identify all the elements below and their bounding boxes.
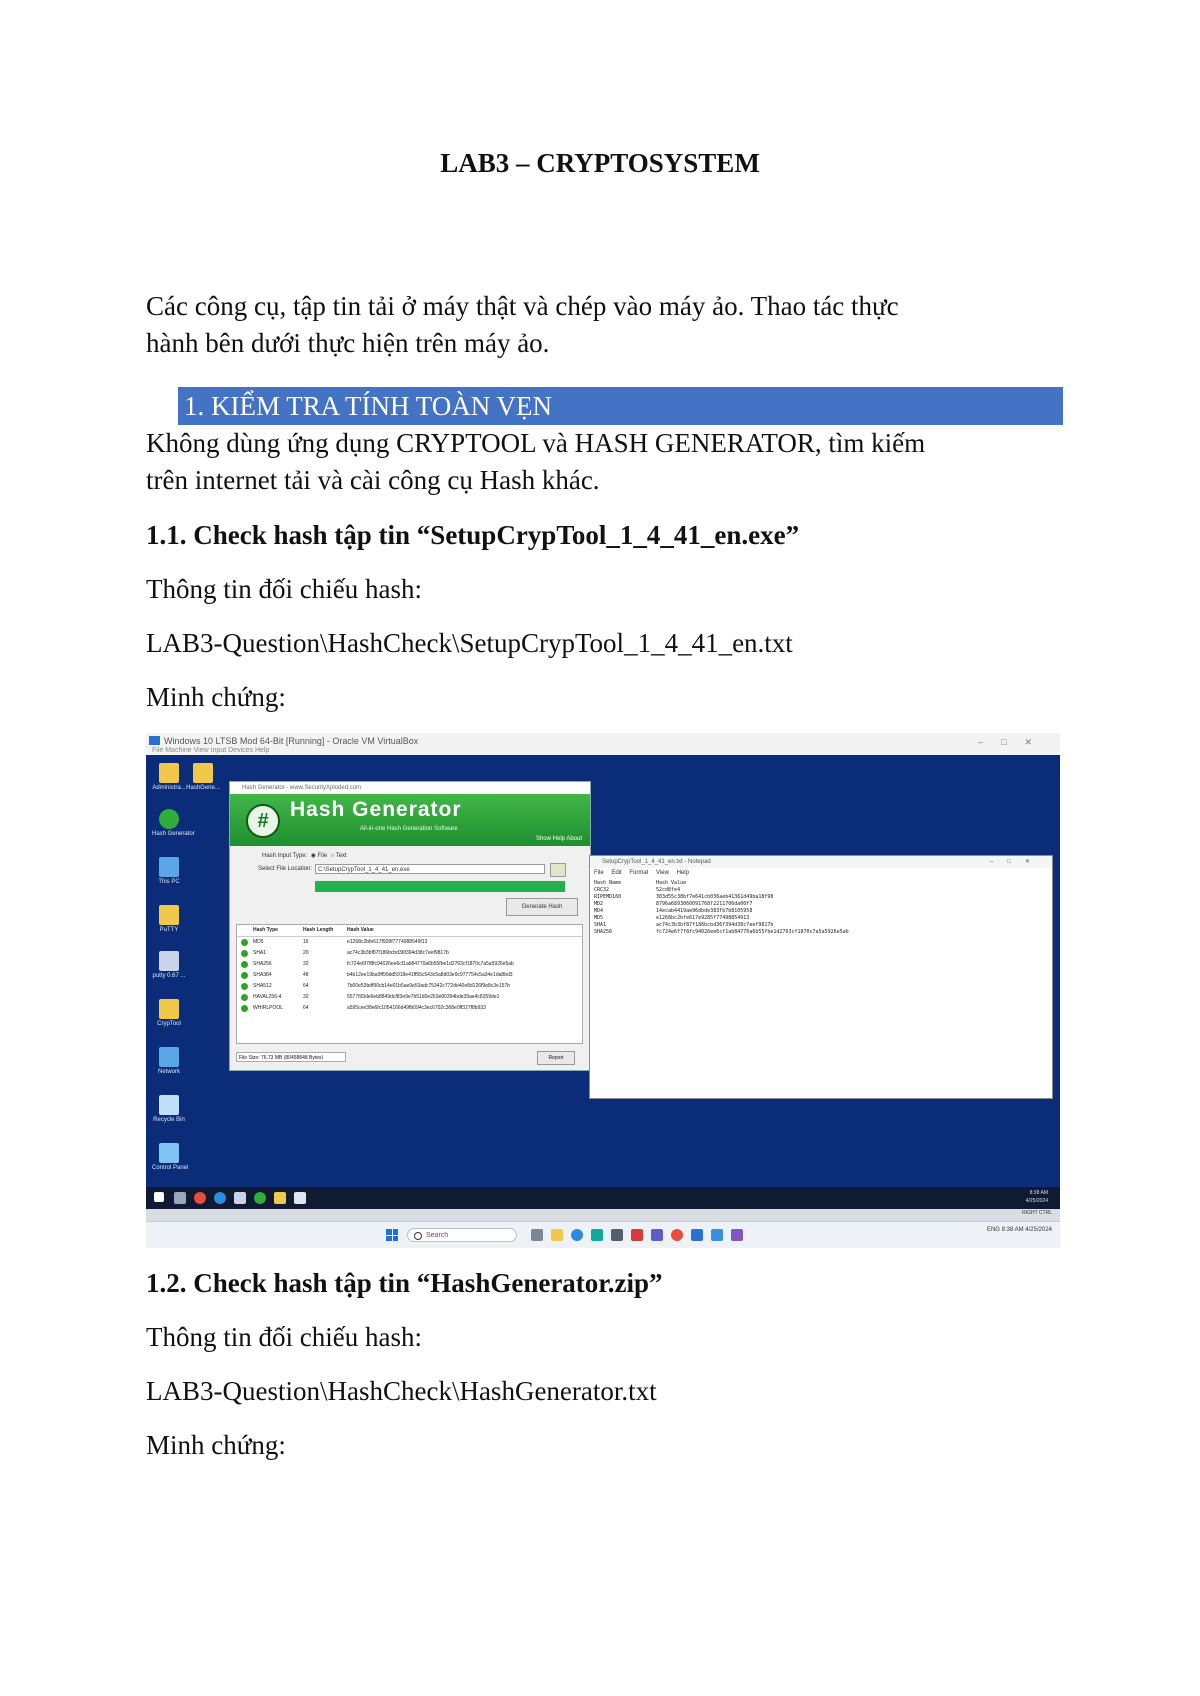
- file-location-label: Select File Location:: [258, 866, 313, 872]
- file-size-field: File Size: 76.73 MB (80458848 Bytes): [236, 1052, 346, 1062]
- section-1-line-1: Không dùng ứng dụng CRYPTOOL và HASH GENERATOR, tìm kiếm: [146, 428, 926, 458]
- check-icon: [241, 950, 248, 957]
- generate-hash-button[interactable]: Generate Hash: [506, 898, 578, 916]
- notepad-line: CRC32 52cd8fe4: [594, 887, 681, 893]
- host-system-tray[interactable]: ENG 8:38 AM 4/25/2024: [986, 1227, 1052, 1233]
- hash-generator-links[interactable]: Show Help About: [535, 836, 582, 842]
- check-icon: [241, 983, 248, 990]
- explorer-icon[interactable]: [274, 1192, 286, 1204]
- hash-generator-titlebar: Hash Generator - www.SecurityXploded.com: [230, 782, 590, 794]
- subsection-1-1-heading: 1.1. Check hash tập tin “SetupCrypTool_1_4_41_en.exe”: [146, 520, 800, 550]
- virtualbox-titlebar: [146, 733, 1060, 755]
- notepad-text[interactable]: [590, 878, 1052, 938]
- app-icon[interactable]: [611, 1229, 623, 1241]
- hash-generator-icon: [159, 809, 179, 829]
- chrome-icon[interactable]: [671, 1229, 683, 1241]
- input-type-row: Hash Input Type: ◉ File ○ Text: [262, 853, 347, 859]
- window-controls[interactable]: –□✕: [978, 737, 1050, 747]
- desktop-icon-putty[interactable]: PuTTY: [152, 905, 186, 933]
- table-header: Hash Type Hash Length Hash Value: [237, 925, 582, 937]
- file-explorer-icon[interactable]: [551, 1229, 563, 1241]
- subsection-1-2-heading: 1.2. Check hash tập tin “HashGenerator.zip”: [146, 1268, 663, 1298]
- desktop-icon-hash-generator[interactable]: Hash Generator: [152, 809, 186, 837]
- browse-folder-button[interactable]: [550, 863, 566, 877]
- host-key-label: RIGHT CTRL: [1022, 1210, 1052, 1216]
- section-1-line-2: trên internet tải và cài công cụ Hash khác.: [146, 465, 600, 495]
- table-row[interactable]: WHIRLPOOL 64 a595cee38e6fc1054166d49fb094c3ec6702c368e0ff327f8b933: [237, 1003, 582, 1014]
- notepad-line: MD4 14ecab4419ae96dbde383fb7b8105958: [594, 908, 753, 914]
- hash-generator-taskbar-icon[interactable]: [254, 1192, 266, 1204]
- folder-icon: [159, 905, 179, 925]
- virtualbox-taskbar-icon[interactable]: [691, 1229, 703, 1241]
- hash-logo-icon: #: [246, 804, 280, 838]
- desktop-icon-network[interactable]: Network: [152, 1047, 186, 1075]
- notepad-line: RIPEMD160 303d55c38bf7e641cb036aeb41361d49ba18f98: [594, 894, 774, 900]
- desktop-icon-recycle-bin[interactable]: Recycle Bin: [152, 1095, 186, 1123]
- vm-taskbar: [146, 1187, 1060, 1209]
- document-title: LAB3 – CRYPTOSYSTEM: [440, 148, 760, 178]
- app-icon[interactable]: [234, 1192, 246, 1204]
- notepad-line: SHA256 fc724e6f7f8fc94026ee6cf1ab84770a6b55fbe1d2763cf1870c7a5a5926e5ab: [594, 929, 849, 935]
- table-row[interactable]: SHA256 32 fc724e6f7f8fc94026ee6cf1ab84770a6b55fbe1d2763cf1870c7a5a5926e5ab: [237, 959, 582, 970]
- desktop-icon-admin[interactable]: Administra...: [152, 763, 186, 791]
- section-1-paragraph: [146, 425, 1066, 499]
- vm-clock[interactable]: 8:38 AM 4/25/2024: [1025, 1190, 1048, 1204]
- virtualbox-title: Windows 10 LTSB Mod 64-Bit [Running] - Oracle VM VirtualBox: [164, 736, 419, 746]
- teams-icon[interactable]: [651, 1229, 663, 1241]
- notepad-menu[interactable]: File Edit Format View Help: [594, 870, 689, 876]
- subsection-1-2-info-path: LAB3-Question\HashCheck\HashGenerator.txt: [146, 1376, 657, 1406]
- host-taskbar: [146, 1221, 1060, 1248]
- hash-generator-tagline: All-in-one Hash Generation Software: [360, 826, 458, 832]
- hash-generator-window[interactable]: [229, 781, 591, 1071]
- recycle-bin-icon: [159, 1095, 179, 1115]
- subsection-1-2-evidence-label: Minh chứng:: [146, 1430, 286, 1460]
- table-row[interactable]: SHA512 64 7b00e53bdf90cb14e01b5ae9e53adc75342c772de40e8d126f9e8c3e157b: [237, 981, 582, 992]
- window-controls[interactable]: –□✕: [990, 859, 1044, 865]
- desktop-icon-hashgen-folder[interactable]: HashGene...: [186, 763, 220, 791]
- hash-results-table: [236, 924, 583, 1044]
- folder-icon: [159, 999, 179, 1019]
- subsection-1-1-info-path: LAB3-Question\HashCheck\SetupCrypTool_1_4_41_en.txt: [146, 628, 793, 658]
- intro-line-1: Các công cụ, tập tin tải ở máy thật và chép vào máy ảo. Thao tác thực: [146, 291, 899, 321]
- app-icon[interactable]: [631, 1229, 643, 1241]
- evidence-screenshot: [146, 733, 1060, 1247]
- notepad-window[interactable]: [589, 855, 1053, 1099]
- hash-generator-footer: [236, 1050, 581, 1064]
- virtualbox-menu[interactable]: File Machine View Input Devices Help: [152, 747, 270, 754]
- computer-icon: [159, 857, 179, 877]
- check-icon: [241, 994, 248, 1001]
- section-1-heading: 1. KIỂM TRA TÍNH TOÀN VẸN: [178, 387, 1063, 425]
- desktop-icon-control-panel[interactable]: Control Panel: [152, 1143, 186, 1171]
- network-icon: [159, 1047, 179, 1067]
- installer-icon: [159, 951, 179, 971]
- search-icon: [414, 1232, 422, 1240]
- intro-paragraph: [146, 288, 1066, 362]
- app-icon[interactable]: [591, 1229, 603, 1241]
- folder-icon: [193, 763, 213, 783]
- notepad-header-line: Hash Name Hash Value: [594, 880, 687, 886]
- edge-icon[interactable]: [571, 1229, 583, 1241]
- app-icon[interactable]: [711, 1229, 723, 1241]
- desktop-icon-cryptool[interactable]: CrypTool: [152, 999, 186, 1027]
- hash-generator-app-name: Hash Generator: [290, 798, 462, 821]
- check-icon: [241, 961, 248, 968]
- control-panel-icon: [159, 1143, 179, 1163]
- report-button[interactable]: Report: [537, 1051, 575, 1065]
- check-icon: [241, 1005, 248, 1012]
- table-row[interactable]: MD5 16 e1268c2bfe617f928f7774988549f13: [237, 937, 582, 948]
- table-row[interactable]: SHA1 20 ac74c3b3bf87f186bcbd36f394d38c7eef9817b: [237, 948, 582, 959]
- check-icon: [241, 939, 248, 946]
- subsection-1-2-info-label: Thông tin đối chiếu hash:: [146, 1322, 422, 1352]
- intro-line-2: hành bên dưới thực hiện trên máy ảo.: [146, 328, 550, 358]
- notepad-line: MD5 e1268bc2bfe617e9285f77498854913: [594, 915, 750, 921]
- hash-generator-form: [230, 846, 590, 910]
- task-view-icon[interactable]: [174, 1192, 186, 1204]
- progress-bar: [315, 881, 565, 892]
- subsection-1-1-evidence-label: Minh chứng:: [146, 682, 286, 712]
- table-row[interactable]: HAVAL256-4 32 55776f3de6eb8849dcf83e9e7b51d0e263e80394bde39ae4c8359de1: [237, 992, 582, 1003]
- table-row[interactable]: SHA384 48 b4b12ee19ba9ff99dd5918e41ff55c543c5a8d03e9c977754c5a34e1da8bd3: [237, 970, 582, 981]
- radio-text[interactable]: ○ Text: [330, 853, 347, 859]
- notepad-line: SHA1 ac74c3b3bf87f186bcbd36f394d38c7eef9817b: [594, 922, 774, 928]
- app-icon[interactable]: [531, 1229, 543, 1241]
- radio-file[interactable]: ◉ File: [310, 853, 328, 859]
- windows-start-icon[interactable]: [386, 1229, 398, 1241]
- host-search-box[interactable]: Search: [407, 1228, 517, 1242]
- desktop-icon-putty-installer[interactable]: putty 0.67 ...: [152, 951, 186, 979]
- check-icon: [241, 972, 248, 979]
- edge-icon[interactable]: [214, 1192, 226, 1204]
- notepad-line: MD2 8796a6893060091768f2211706da00f7: [594, 901, 753, 907]
- hash-generator-banner: [230, 794, 590, 846]
- file-path-input[interactable]: C:\SetupCrypTool_1_4_41_en.exe: [315, 864, 545, 874]
- chrome-icon[interactable]: [194, 1192, 206, 1204]
- notepad-titlebar: SetupCrypTool_1_4_41_en.txt - Notepad –□✕: [590, 856, 1052, 868]
- folder-icon: [159, 763, 179, 783]
- desktop-icon-this-pc[interactable]: This PC: [152, 857, 186, 885]
- host-status-bar: [146, 1209, 1060, 1221]
- subsection-1-1-info-label: Thông tin đối chiếu hash:: [146, 574, 422, 604]
- notepad-taskbar-icon[interactable]: [294, 1192, 306, 1204]
- start-icon[interactable]: [154, 1192, 164, 1202]
- app-icon[interactable]: [731, 1229, 743, 1241]
